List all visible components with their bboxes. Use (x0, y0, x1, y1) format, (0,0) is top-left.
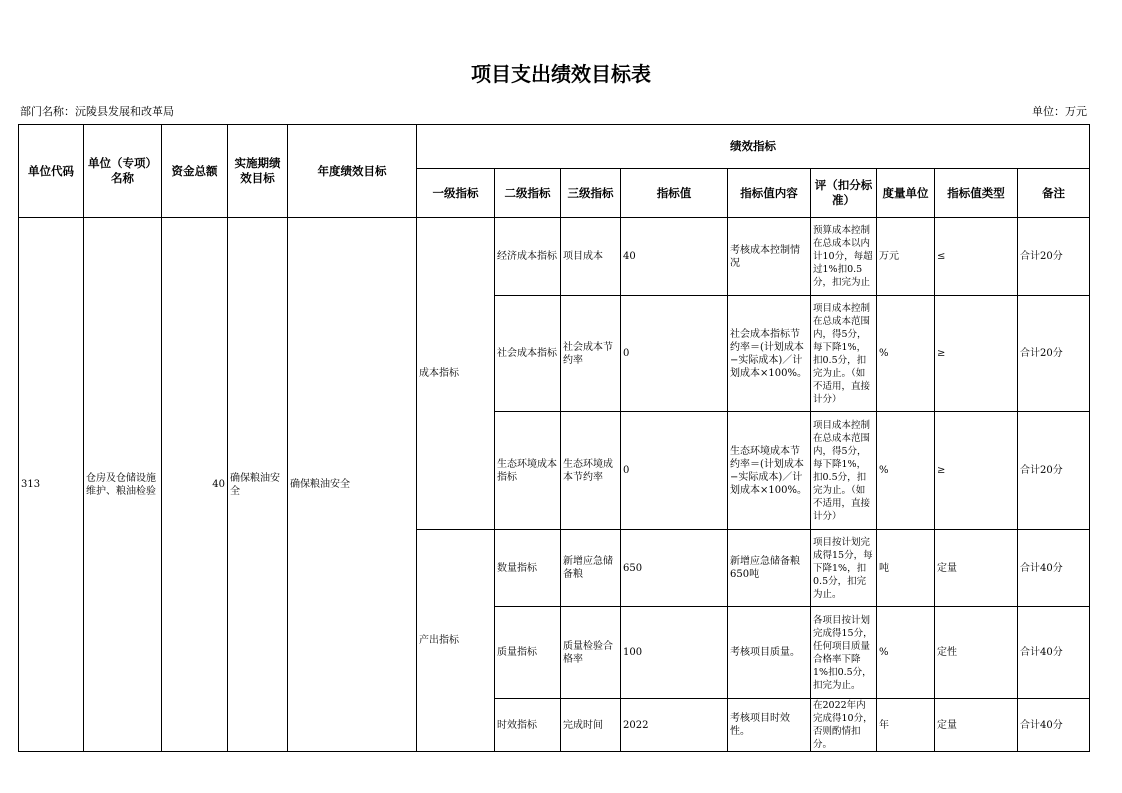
level2-cell: 社会成本指标 (495, 296, 561, 412)
department-label: 部门名称：沅陵县发展和改革局 (20, 105, 174, 118)
header-total-funds: 资金总额 (162, 125, 228, 218)
header-annual-goal: 年度绩效目标 (288, 125, 417, 218)
level2-cell: 生态环境成本指标 (495, 412, 561, 530)
value-cell: 650 (621, 530, 728, 607)
header-value-type: 指标值类型 (935, 169, 1018, 218)
scoring-cell: 项目成本控制在总成本范围内，得5分，每下降1%，扣0.5分，扣完为止。（如不适用，直接计分） (811, 412, 877, 530)
content-cell: 生态环境成本节约率＝(计划成本−实际成本)／计划成本×100%。 (728, 412, 811, 530)
remark-cell: 合计40分 (1018, 607, 1090, 699)
remark-cell: 合计20分 (1018, 412, 1090, 530)
measure-unit-cell: % (877, 296, 935, 412)
header-unit-name: 单位（专项）名称 (84, 125, 162, 218)
measure-unit-cell: % (877, 412, 935, 530)
level1-cell: 成本指标 (417, 218, 495, 530)
impl-goal-cell: 确保粮油安全 (228, 218, 288, 752)
level2-cell: 经济成本指标 (495, 218, 561, 296)
level3-cell: 项目成本 (561, 218, 621, 296)
page-title: 项目支出绩效目标表 (471, 62, 651, 86)
scoring-cell: 预算成本控制在总成本以内计10分，每超过1%扣0.5分，扣完为止 (811, 218, 877, 296)
level2-cell: 时效指标 (495, 699, 561, 752)
value-type-cell: 定性 (935, 607, 1018, 699)
level2-cell: 质量指标 (495, 607, 561, 699)
header-measure-unit: 度量单位 (877, 169, 935, 218)
unit-code-cell: 313 (19, 218, 84, 752)
value-cell: 40 (621, 218, 728, 296)
measure-unit-cell: 吨 (877, 530, 935, 607)
level3-cell: 生态环境成本节约率 (561, 412, 621, 530)
value-cell: 0 (621, 412, 728, 530)
value-cell: 100 (621, 607, 728, 699)
header-impl-goal: 实施期绩效目标 (228, 125, 288, 218)
header-level1: 一级指标 (417, 169, 495, 218)
content-cell: 新增应急储备粮650吨 (728, 530, 811, 607)
level3-cell: 完成时间 (561, 699, 621, 752)
scoring-cell: 项目按计划完成得15分，每下降1%，扣0.5分，扣完为止。 (811, 530, 877, 607)
content-cell: 考核项目质量。 (728, 607, 811, 699)
level3-cell: 社会成本节约率 (561, 296, 621, 412)
value-type-cell: ≥ (935, 296, 1018, 412)
remark-cell: 合计20分 (1018, 218, 1090, 296)
header-scoring: 评（扣分标准） (811, 169, 877, 218)
value-type-cell: 定量 (935, 699, 1018, 752)
header-level3: 三级指标 (561, 169, 621, 218)
scoring-cell: 各项目按计划完成得15分，任何项目质量合格率下降1%扣0.5分，扣完为止。 (811, 607, 877, 699)
level2-cell: 数量指标 (495, 530, 561, 607)
content-cell: 社会成本指标节约率＝(计划成本−实际成本)／计划成本×100%。 (728, 296, 811, 412)
unit-name-cell: 仓房及仓储设施维护、粮油检验 (84, 218, 162, 752)
value-type-cell: 定量 (935, 530, 1018, 607)
value-cell: 2022 (621, 699, 728, 752)
measure-unit-cell: 年 (877, 699, 935, 752)
remark-cell: 合计20分 (1018, 296, 1090, 412)
level3-cell: 质量检验合格率 (561, 607, 621, 699)
header-value: 指标值 (621, 169, 728, 218)
scoring-cell: 在2022年内完成得10分，否则酌情扣分。 (811, 699, 877, 752)
content-cell: 考核项目时效性。 (728, 699, 811, 752)
annual-goal-cell: 确保粮油安全 (288, 218, 417, 752)
value-cell: 0 (621, 296, 728, 412)
value-type-cell: ≤ (935, 218, 1018, 296)
header-content: 指标值内容 (728, 169, 811, 218)
level1-cell: 产出指标 (417, 530, 495, 752)
content-cell: 考核成本控制情况 (728, 218, 811, 296)
value-type-cell: ≥ (935, 412, 1018, 530)
remark-cell: 合计40分 (1018, 699, 1090, 752)
header-performance: 绩效指标 (417, 125, 1090, 169)
unit-label: 单位：万元 (1032, 105, 1087, 118)
level3-cell: 新增应急储备粮 (561, 530, 621, 607)
header-remark: 备注 (1018, 169, 1090, 218)
table-row (19, 218, 1090, 296)
scoring-cell: 项目成本控制在总成本范围内，得5分，每下降1%，扣0.5分，扣完为止。（如不适用，直接计分） (811, 296, 877, 412)
remark-cell: 合计40分 (1018, 530, 1090, 607)
header-level2: 二级指标 (495, 169, 561, 218)
performance-table (18, 124, 1090, 752)
measure-unit-cell: % (877, 607, 935, 699)
total-funds-cell: 40 (162, 218, 228, 752)
measure-unit-cell: 万元 (877, 218, 935, 296)
header-unit-code: 单位代码 (19, 125, 84, 218)
